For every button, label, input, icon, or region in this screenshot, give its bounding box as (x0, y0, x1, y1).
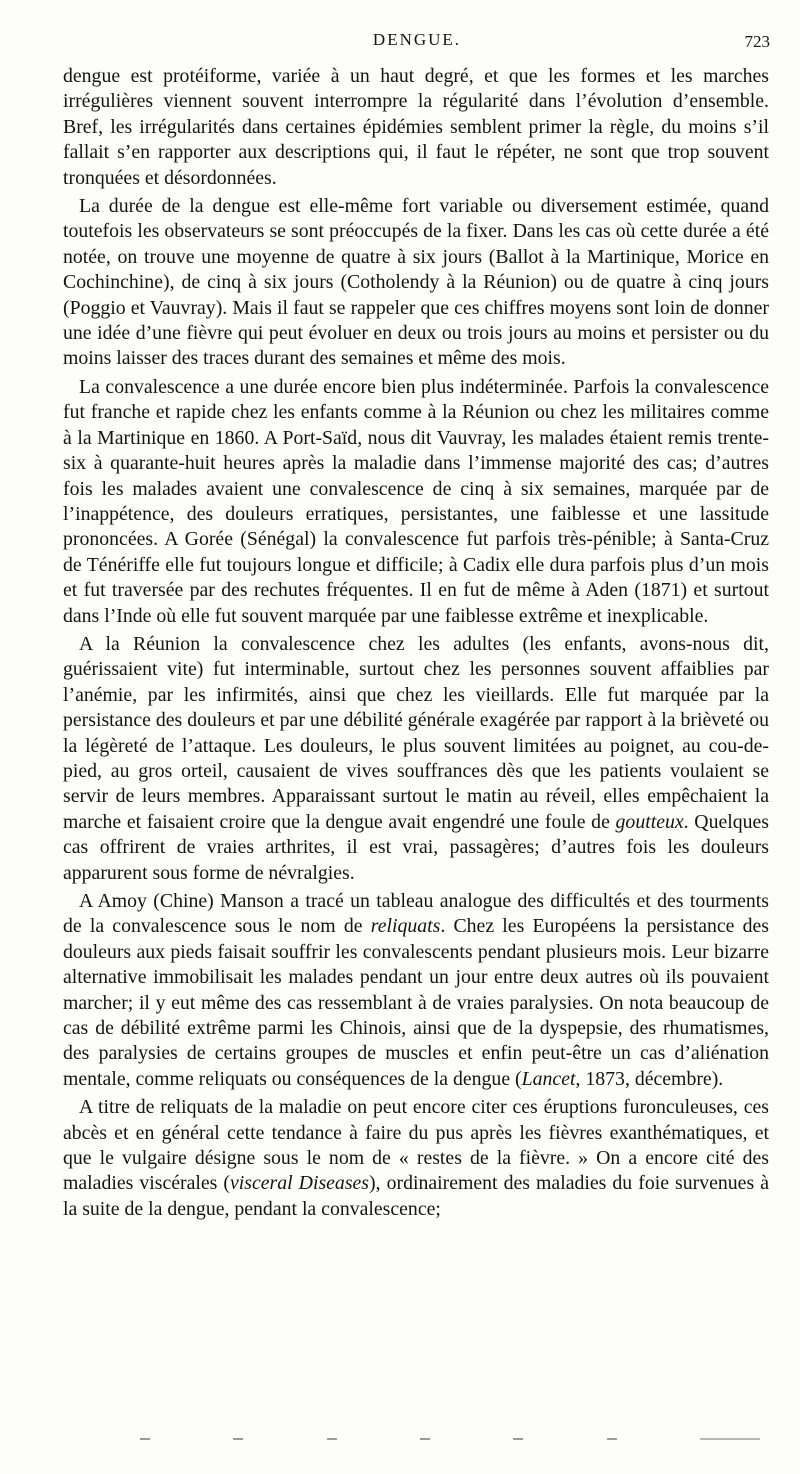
paragraph-5-text-middle: . Chez les Européens la persistance des douleurs aux pieds faisait souffrir les convalescents pendant plusieurs mois. Leur bizarre alternative immobilisait les malades pendant un jour entre deux autres où ils pouvaient marcher; il y eut même des cas ressemblant à de vraies paralysies. On nota beaucoup de cas de débilité extrême parmi les Chinois, ainsi que de la dyspepsie, des rhumatismes, des paralysies de certains groupes de muscles et enfin peut-être un cas d’aliénation mentale, comme reliquats ou conséquences de la dengue ( (63, 915, 770, 1090)
paragraph-2: La durée de la dengue est elle-même fort variable ou diversement estimée, quand toutefois les observateurs se sont préoccupés de la fixer. Dans les cas où cette durée a été notée, on trouve une moyenne de quatre à six jours (Ballot à la Martinique, Morice en Cochinchine), de cinq à six jours (Cotholendy à la Réunion) ou de quatre à cinq jours (Poggio et Vauvray). Mais il faut se rappeler que ces chiffres moyens sont loin de donner une idée d’une fièvre qui peut évoluer en deux ou trois jours au moins et persister ou du moins laisser des traces durant des semaines et même des mois. (63, 195, 769, 370)
paragraph-6-text-before: A titre de reliquats de la maladie on peut encore citer ces éruptions furonculeuses, ces abcès et en général cette tendance à faire du pus après les fièvres exanthématiques, et que le vulgaire désigne sous le nom de « restes de la fièvre. » On a encore cité des maladies viscérales ( (63, 1096, 769, 1195)
print-mark (700, 1438, 760, 1440)
paragraph-5-text-after: , 1873, décembre). (575, 1067, 724, 1090)
paragraph-5 (63, 889, 769, 1092)
paragraph-5-italic-citation: Lancet (521, 1067, 576, 1090)
paragraph-6 (63, 1095, 769, 1222)
page-header (64, 26, 770, 56)
print-mark (140, 1438, 150, 1440)
paragraph-3: La convalescence a une durée encore bien plus indéterminée. Parfois la convalescence fut franche et rapide chez les enfants comme à la Réunion ou chez les militaires comme à la Martinique en 1860. A Port-Saïd, nous dit Vauvray, les malades étaient remis trente-six à quarante-huit heures après la maladie dans l’immense majorité des cas; d’autres fois les malades avaient une convalescence de cinq à six semaines, marquée par de l’inappétence, des douleurs erratiques, persistantes, une faiblesse et une lassitude prononcées. A Gorée (Sénégal) la convalescence fut parfois très-pénible; à Santa-Cruz de Ténériffe elle fut toujours longue et difficile; à Cadix elle dura parfois plus d’un mois et fut traversée par des rechutes fréquentes. Il en fut de même à Aden (1871) et surtout dans l’Inde où elle fut souvent marquée par une faiblesse extrême et inexplicable. (63, 375, 769, 627)
paragraph-5-text-before: A Amoy (Chine) Manson a tracé un tableau analogue des difficultés et des tourments de la convalescence sous le nom de (63, 890, 769, 938)
page-body (63, 64, 769, 1225)
print-mark (233, 1438, 243, 1440)
paragraph-4 (63, 632, 769, 886)
print-mark (327, 1438, 337, 1440)
running-title: DENGUE. (372, 30, 462, 49)
paragraph-6-text-after: ), ordinairement des maladies du foie survenues à la suite de la dengue, pendant la convalescence; (63, 1172, 769, 1220)
paragraph-5-italic: reliquats (370, 915, 441, 938)
paragraph-4-italic: goutteux (615, 810, 684, 833)
print-mark (513, 1438, 523, 1440)
footer-print-marks (140, 1436, 760, 1442)
print-mark (420, 1438, 430, 1440)
paragraph-4-text-before: A la Réunion la convalescence chez les adultes (les enfants, avons-nous dit, guérissaient vite) fut interminable, surtout chez les personnes souvent affaiblies par l’anémie, par les infirmités, ainsi que chez les vieillards. Elle fut marquée par la persistance des douleurs et par une débilité générale exagérée par rapport à la brièveté ou la légèreté de l’attaque. Les douleurs, le plus souvent limitées au poignet, au cou-de-pied, au gros orteil, causaient de vives souffrances dès que les patients voulaient se servir de leurs membres. Apparaissant surtout le matin au réveil, elles empêchaient la marche et faisaient croire que la dengue avait engendré une foule de (63, 632, 769, 833)
page-number: 723 (744, 32, 770, 51)
paragraph-4-text-after: . Quelques cas offrirent de vraies arthrites, il est vrai, passagères; d’autres fois les douleurs apparurent sous forme de névralgies. (63, 810, 769, 884)
paragraph-6-italic: visceral Diseases (230, 1172, 370, 1195)
print-mark (607, 1438, 617, 1440)
paragraph-1: dengue est protéiforme, variée à un haut degré, et que les formes et les marches irrégulières viennent souvent interrompre la régularité dans l’évolution d’ensemble. Bref, les irrégularités dans certaines épidémies semblent primer la règle, du moins s’il fallait s’en rapporter aux descriptions qui, il faut le répéter, ne sont que trop souvent tronquées et désordonnées. (63, 65, 769, 189)
